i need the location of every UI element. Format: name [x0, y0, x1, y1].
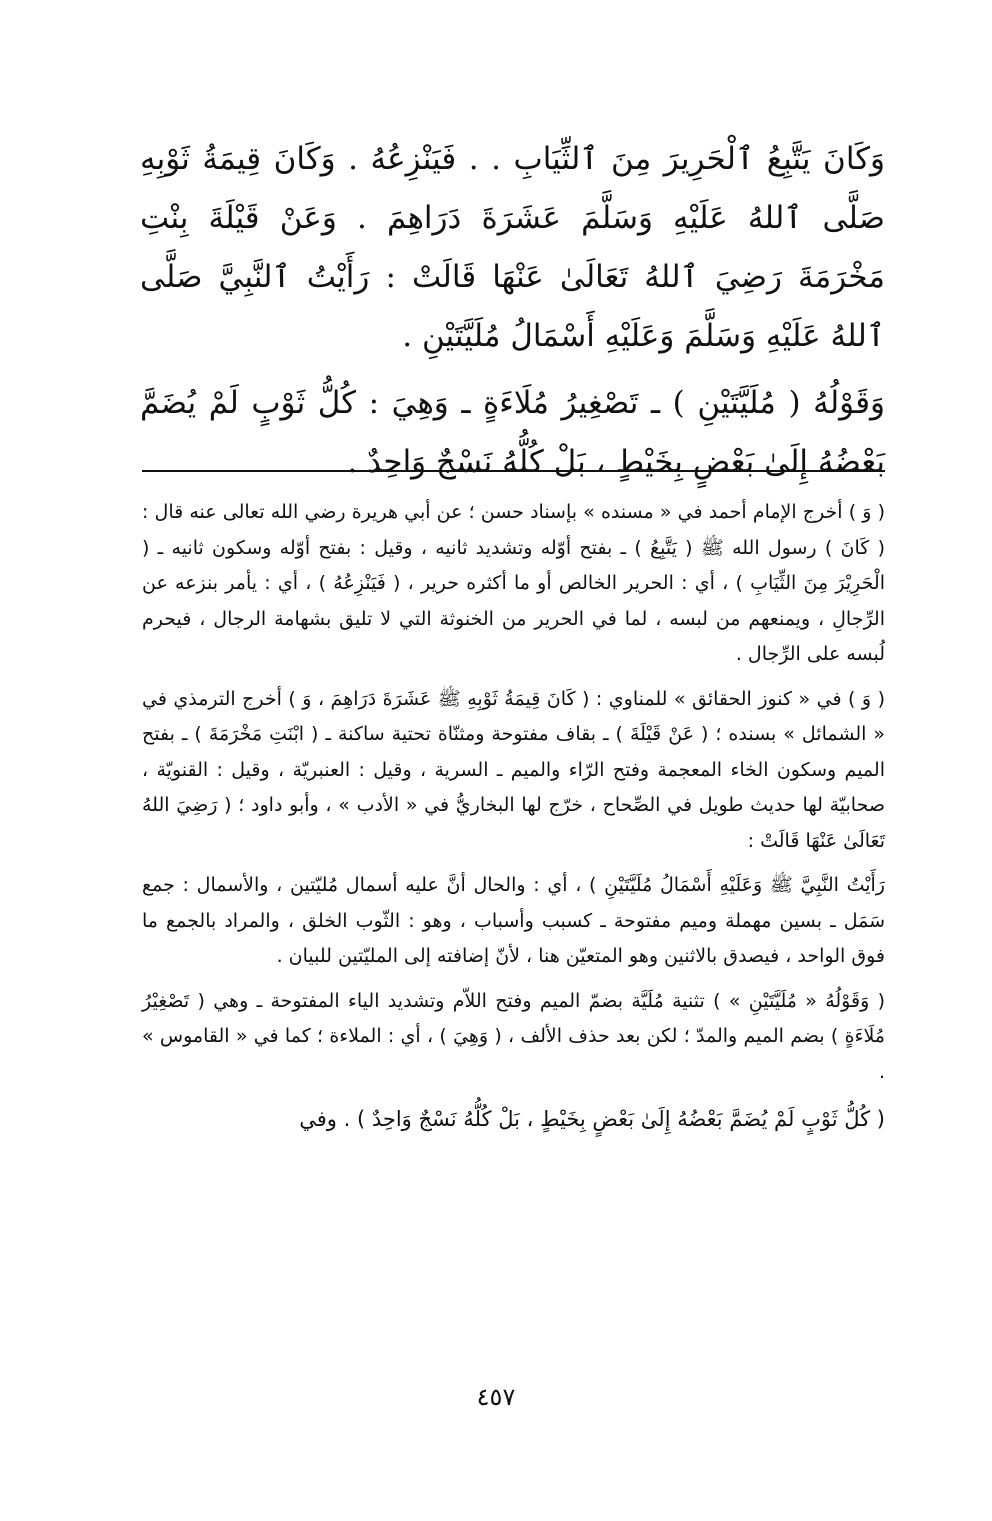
footnote-separator-rule [142, 470, 885, 472]
commentary-paragraph: ( كُلُّ ثَوْبٍ لَمْ يُضَمَّ بَعْضُهُ إِلَىٰ بَعْضٍ بِخَيْطٍ ، بَلْ كُلُّهُ نَسْجٌ وَاحِدٌ ) . وفي [299, 1107, 885, 1131]
main-paragraph: وَقَوْلُهُ ( مُلَيَّتَيْنِ ) ـ تَصْغِيرُ مُلَاءَةٍ ـ وَهِيَ : كُلُّ ثَوْبٍ لَمْ يُضَمَّ بَعْضُهُ إِلَىٰ بَعْضٍ بِخَيْطٍ ، بَلْ كُلُّهُ نَسْجٌ وَاحِدٌ . [140, 385, 885, 480]
commentary-paragraph: ( وَقَوْلُهُ « مُلَيَّتَيْنِ » ) تثنية مُلَيَّة بضمّ الميم وفتح اللاّم وتشديد الياء المفتوحة ـ وهي ( تَصْغِيْرُ مُلَاءَةٍ ) بضم الميم والمدّ ؛ لكن بعد حذف الألف ، ( وَهِيَ ) ، أي : الملاءة ؛ كما في « القاموس » . [142, 989, 885, 1083]
page-number: ٤٥٧ [476, 1383, 516, 1411]
commentary-text [142, 495, 885, 1139]
commentary-paragraph: ( وَ ) أخرج الإمام أحمد في « مسنده » بإسناد حسن ؛ عن أبي هريرة رضي الله تعالى عنه قال : ( كَانَ ) رسول الله ﷺ ( يَتَّبِعُ ) ـ بفتح أوّله وتشديد ثانيه ، وقيل : بفتح أوّله وسكون ثانيه ـ ( الْحَرِيْرَ مِنَ الثِّيَابِ ) ، أي : الحرير الخالص أو ما أكثره حرير ، ( فَيَنْزِعُهُ ) ، أي : يأمر بنزعه عن الرِّجالِ ، ويمنعهم من لبسه ، لما في الحرير من الخنوثة التي لا تليق بشهامة الرجال ، فيحرم لُبسه على الرِّجال . [142, 501, 885, 665]
main-text [140, 130, 885, 492]
main-paragraph: وَكَانَ يَتَّبِعُ ٱلْحَرِيرَ مِنَ ٱلثِّيَابِ . . فَيَنْزِعُهُ . وَكَانَ قِيمَةُ ثَوْبِهِ صَلَّى ٱللهُ عَلَيْهِ وَسَلَّمَ عَشَرَةَ دَرَاهِمَ . وَعَنْ قَيْلَةَ بِنْتِ مَخْرَمَةَ رَضِيَ ٱللهُ تَعَالَىٰ عَنْهَا قَالَتْ : رَأَيْتُ ٱلنَّبِيَّ صَلَّى ٱللهُ عَلَيْهِ وَسَلَّمَ وَعَلَيْهِ أَسْمَالُ مُلَيَّتَيْنِ . [140, 141, 885, 354]
commentary-paragraph: رَأَيْتُ النَّبِيَّ ﷺ وَعَلَيْهِ أَسْمَالُ مُلَيَّتَيْنِ ) ، أي : والحال أنَّ عليه أسمال مُليّتين ، والأسمال : جمع سَمَل ـ بسين مهملة وميم مفتوحة ـ كسبب وأسباب ، وهو : الثّوب الخلق ، والمراد بالجمع ما فوق الواحد ، فيصدق بالاثنين وهو المتعيّن هنا ، لأنّ إضافته إلى المليّتين للبيان . [142, 874, 885, 967]
commentary-paragraph: ( وَ ) في « كنوز الحقائق » للمناوي : ( كَانَ قِيمَةُ ثَوْبِهِ ﷺ عَشَرَةَ دَرَاهِمَ ، وَ ) أخرج الترمذي في « الشمائل » بسنده ؛ ( عَنْ قَيْلَةَ ) ـ بقاف مفتوحة ومثنّاة تحتية ساكنة ـ ( ابْنَتِ مَخْرَمَةَ ) ـ بفتح الميم وسكون الخاء المعجمة وفتح الرّاء والميم ـ السرية ، وقيل : العنبريّة ، وقيل : القنويّة ، صحابيّة لها حديث طويل في الصِّحاح ، خرّج لها البخاريُّ في « الأدب » ، وأبو داود ؛ ( رَضِيَ اللهُ تَعَالَىٰ عَنْهَا قَالَتْ : [142, 687, 885, 852]
